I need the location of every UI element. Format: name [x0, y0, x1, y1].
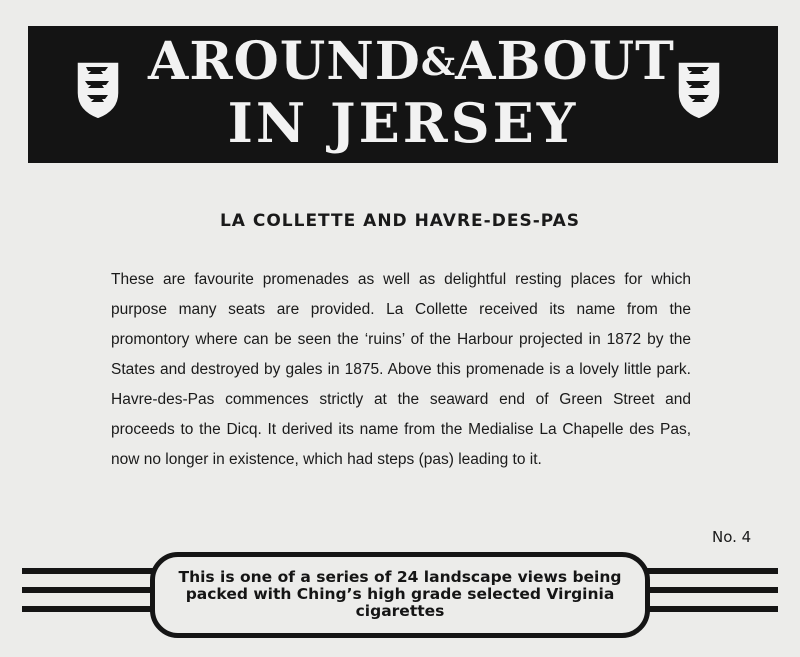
- card-description: These are favourite promenades as well as delightful resting places for which purpose many seats are provided. La Collette received its name from the promontory where can be seen the ‘ruins’ of the Harbour projected in 1872 by the States and destroyed by gales in 1875. Above this promenade is a lovely little park. Havre-des-Pas commences strictly at the seaward end of Green Street and proceeds to the Dicq. It derived its name from the Medialise La Chapelle des Pas, now no longer in existence, which had steps (pas) leading to it.: [111, 271, 691, 468]
- footer-series-note: This is one of a series of 24 landscape views being packed with Ching’s high grade selected Virginia cigarettes: [178, 568, 622, 620]
- footer-stripe-right: [646, 587, 778, 593]
- title-word-around: AROUND: [148, 31, 421, 92]
- title-line-in-jersey: IN JERSEY: [227, 91, 579, 155]
- footer-stripe-right: [646, 568, 778, 574]
- card-number: No. 4: [712, 528, 752, 546]
- footer-stripe-left: [22, 606, 154, 612]
- title-word-about: ABOUT: [455, 31, 675, 92]
- title-ampersand: &: [420, 39, 456, 84]
- card-subtitle: LA COLLETTE AND HAVRE-DES-PAS: [219, 211, 581, 231]
- footer-stripe-left: [22, 587, 154, 593]
- card-title: [148, 31, 675, 155]
- footer-stripe-right: [646, 606, 778, 612]
- title-banner: [28, 26, 778, 163]
- footer-stripe-left: [22, 568, 154, 574]
- jersey-shield-icon: [74, 59, 122, 121]
- jersey-shield-icon: [675, 59, 723, 121]
